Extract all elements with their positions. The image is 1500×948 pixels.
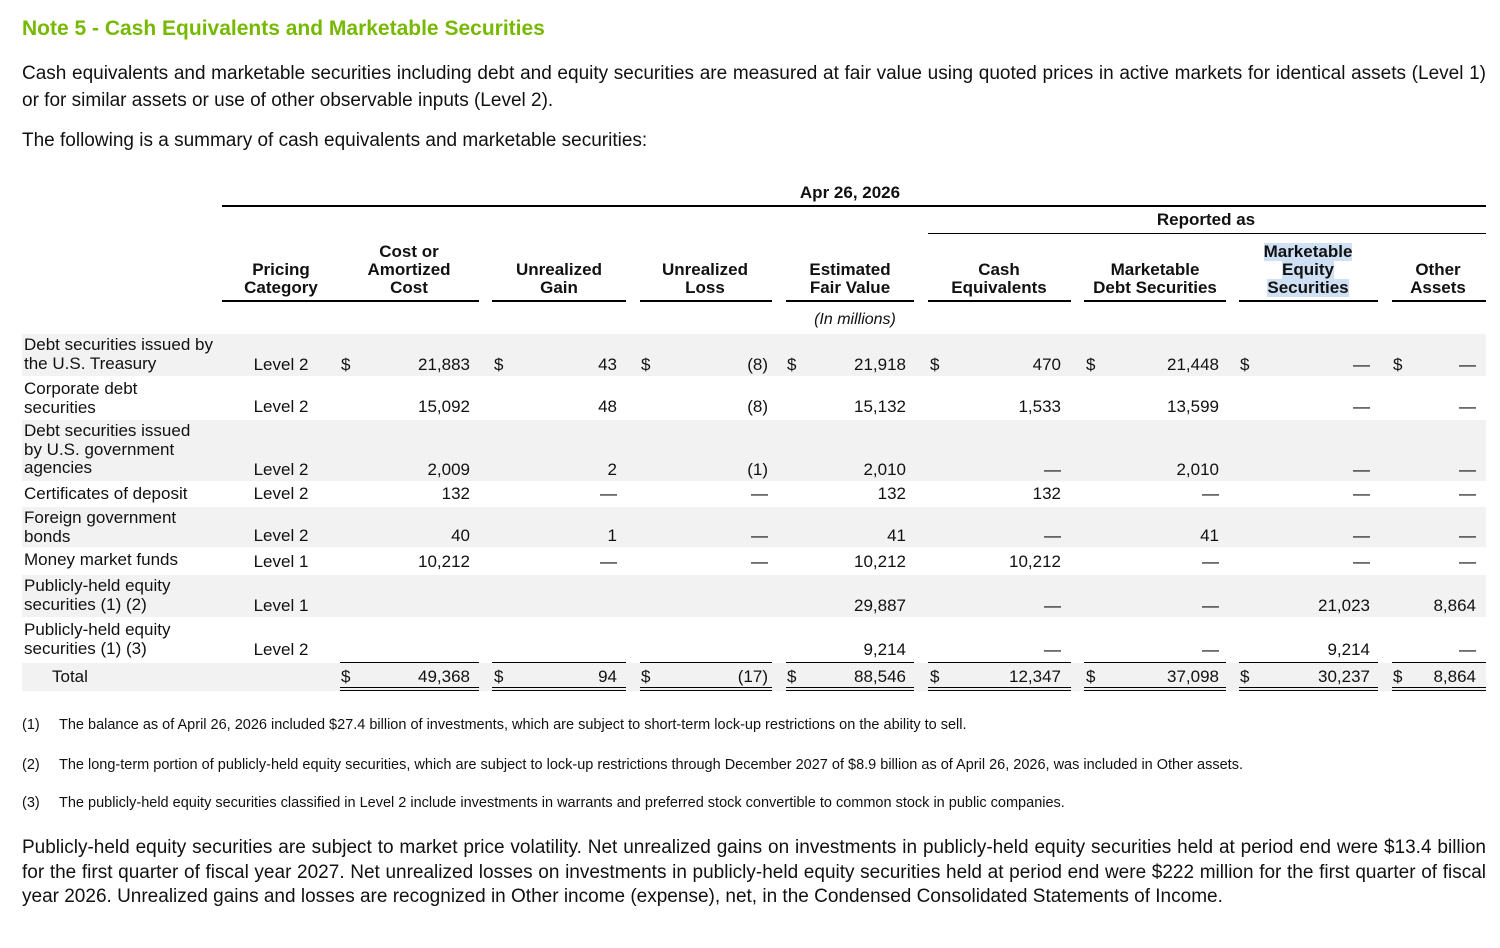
row-value-cost: 40 — [451, 526, 470, 545]
column-header-line: Loss — [685, 278, 725, 297]
row-value-fair: 29,887 — [854, 596, 906, 615]
column-header-line: Amortized — [367, 260, 451, 279]
total-top-rule — [1239, 662, 1378, 663]
row-value-gain: — — [600, 552, 617, 571]
row-value-cash: 132 — [1032, 484, 1061, 503]
total-top-rule — [1392, 662, 1486, 663]
row-value-gain: 43 — [598, 355, 617, 374]
column-header-line: Equivalents — [951, 278, 1047, 297]
column-header-line: Fair Value — [809, 278, 891, 297]
row-value-cash: — — [1044, 596, 1061, 615]
row-pricing: Level 2 — [253, 526, 309, 545]
row-label: Publicly-held equity securities (1) (3) — [24, 620, 171, 658]
footnote — [22, 757, 1243, 773]
row-value-gain: — — [600, 484, 617, 503]
column-header-line: Marketable — [1110, 260, 1200, 279]
row-value-equity: — — [1353, 355, 1370, 374]
row-value-gain: 2 — [607, 460, 617, 479]
total-value-loss: (17) — [737, 667, 768, 686]
total-double-rule — [1392, 690, 1486, 691]
column-header-line: Assets — [1410, 278, 1466, 297]
row-value-other: — — [1459, 484, 1476, 503]
row-pricing: Level 1 — [253, 552, 309, 571]
total-double-rule — [340, 687, 479, 688]
row-value-cash: — — [1044, 640, 1061, 659]
row-value-cost: 132 — [441, 484, 470, 503]
footnote — [22, 795, 1065, 811]
row-value-equity: — — [1353, 526, 1370, 545]
column-header-line: Cost — [390, 278, 428, 297]
row-value-loss: — — [751, 484, 768, 503]
total-double-rule — [1084, 687, 1226, 688]
row-value-other: — — [1459, 397, 1476, 416]
footnote-number: (2) — [22, 757, 40, 773]
row-label: Money market funds — [24, 550, 179, 569]
row-value-cost: 15,092 — [418, 397, 470, 416]
row-value-cash: 1,533 — [1018, 397, 1061, 416]
row-value-debt: — — [1202, 640, 1219, 659]
currency-symbol: $ — [641, 355, 651, 374]
column-header-cash — [909, 261, 1089, 297]
currency-symbol: $ — [1393, 355, 1403, 374]
currency-symbol: $ — [1393, 667, 1403, 686]
row-value-debt: 2,010 — [1176, 460, 1219, 479]
currency-symbol: $ — [341, 355, 351, 374]
row-value-equity: — — [1353, 397, 1370, 416]
row-value-other: 8,864 — [1433, 596, 1476, 615]
footnote-text: The long-term portion of publicly-held equity securities, which are subject to lock-up restrictions through December 2027 of $8.9 billion as of April 26, 2026, was included in Other assets. — [59, 757, 1243, 773]
total-top-rule — [340, 662, 479, 663]
currency-symbol: $ — [787, 355, 797, 374]
currency-symbol: $ — [1086, 667, 1096, 686]
row-value-other: — — [1459, 460, 1476, 479]
currency-symbol: $ — [930, 355, 940, 374]
row-value-debt: — — [1202, 484, 1219, 503]
row-value-loss: (8) — [747, 355, 768, 374]
column-header-line: Cost or — [379, 242, 439, 261]
total-value-fair: 88,546 — [854, 667, 906, 686]
total-double-rule — [1239, 687, 1378, 688]
column-header-line: Pricing — [252, 260, 310, 279]
row-value-equity: 9,214 — [1327, 640, 1370, 659]
column-header-line: Marketable — [1263, 242, 1353, 261]
currency-symbol: $ — [1240, 355, 1250, 374]
currency-symbol: $ — [641, 667, 651, 686]
currency-symbol: $ — [1240, 667, 1250, 686]
total-double-rule — [640, 687, 772, 688]
total-label: Total — [52, 667, 88, 686]
row-value-cash: 470 — [1032, 355, 1061, 374]
row-value-debt: 13,599 — [1167, 397, 1219, 416]
row-value-loss: (8) — [747, 397, 768, 416]
row-label: Debt securities issued by U.S. government agencies — [24, 421, 191, 477]
column-header-line: Debt Securities — [1093, 278, 1217, 297]
row-pricing: Level 2 — [253, 355, 309, 374]
row-pricing: Level 2 — [253, 460, 309, 479]
column-header-rule — [492, 300, 626, 302]
total-double-rule — [1392, 687, 1486, 688]
column-header-line: Securities — [1267, 278, 1349, 297]
row-label: Certificates of deposit — [24, 484, 188, 503]
row-value-cost: 21,883 — [418, 355, 470, 374]
row-value-fair: 41 — [887, 526, 906, 545]
row-value-fair: 2,010 — [863, 460, 906, 479]
date-header-rule — [222, 205, 1486, 207]
column-header-line: Gain — [540, 278, 578, 297]
row-label: Foreign government bonds — [24, 508, 177, 546]
footnote — [22, 717, 967, 733]
units-label: (In millions) — [814, 311, 896, 328]
column-header-line: Category — [244, 278, 318, 297]
total-double-rule — [928, 690, 1071, 691]
row-value-cash: — — [1044, 460, 1061, 479]
total-top-rule — [640, 662, 772, 663]
row-value-fair: 10,212 — [854, 552, 906, 571]
row-value-loss: (1) — [747, 460, 768, 479]
column-header-rule — [786, 300, 914, 302]
total-double-rule — [340, 690, 479, 691]
row-value-other: — — [1459, 526, 1476, 545]
row-label: Publicly-held equity securities (1) (2) — [24, 576, 171, 614]
row-value-equity: — — [1353, 484, 1370, 503]
row-value-cost: 10,212 — [418, 552, 470, 571]
total-top-rule — [492, 662, 626, 663]
footnote-text: The publicly-held equity securities classified in Level 2 include investments in warrants and preferred stock convertible to common stock in public companies. — [59, 795, 1065, 811]
date-header: Apr 26, 2026 — [799, 183, 901, 202]
currency-symbol: $ — [341, 667, 351, 686]
row-value-fair: 132 — [877, 484, 906, 503]
total-value-gain: 94 — [598, 667, 617, 686]
total-double-rule — [1084, 690, 1226, 691]
row-value-debt: — — [1202, 596, 1219, 615]
total-double-rule — [786, 687, 914, 688]
currency-symbol: $ — [930, 667, 940, 686]
footnote-text: The balance as of April 26, 2026 included $27.4 billion of investments, which are subject to short-term lock-up restrictions on the ability to sell. — [59, 717, 967, 733]
row-pricing: Level 2 — [253, 397, 309, 416]
total-double-rule — [640, 690, 772, 691]
column-header-rule — [1084, 300, 1226, 302]
row-value-debt: — — [1202, 552, 1219, 571]
row-value-fair: 21,918 — [854, 355, 906, 374]
reported-as-rule — [928, 233, 1486, 234]
closing-paragraph: Publicly-held equity securities are subject to market price volatility. Net unrealized gains on investments in publicly-held equity securities held at period end were $13.4 billion for the first quarter of fiscal year 2027. Net unrealized losses on investments in publicly-held equity securities held at period end were $222 million for the first quarter of fiscal year 2026. Unrealized gains and losses are recognized in Other income (expense), net, in the Condensed Consolidated Statements of Income. — [22, 837, 1486, 907]
column-header-rule — [222, 300, 340, 302]
row-value-gain: 48 — [598, 397, 617, 416]
total-double-rule — [928, 687, 1071, 688]
total-value-debt: 37,098 — [1167, 667, 1219, 686]
total-double-rule — [492, 690, 626, 691]
footnote-number: (1) — [22, 717, 40, 733]
row-pricing: Level 1 — [253, 596, 309, 615]
row-value-fair: 15,132 — [854, 397, 906, 416]
row-pricing: Level 2 — [253, 640, 309, 659]
note-heading: Note 5 - Cash Equivalents and Marketable Securities — [22, 17, 545, 40]
row-pricing: Level 2 — [253, 484, 309, 503]
currency-symbol: $ — [787, 667, 797, 686]
row-value-cash: 10,212 — [1009, 552, 1061, 571]
total-double-rule — [492, 687, 626, 688]
column-header-other — [1348, 261, 1500, 297]
row-value-other: — — [1459, 640, 1476, 659]
column-header-rule — [1392, 300, 1486, 302]
total-value-equity: 30,237 — [1318, 667, 1370, 686]
currency-symbol: $ — [1086, 355, 1096, 374]
column-header-line: Estimated — [809, 260, 891, 279]
column-header-line: Unrealized — [662, 260, 748, 279]
reported-as-header: Reported as — [1156, 210, 1256, 229]
row-value-cost: 2,009 — [427, 460, 470, 479]
row-value-equity: — — [1353, 552, 1370, 571]
row-value-loss: — — [751, 552, 768, 571]
row-value-debt: 41 — [1200, 526, 1219, 545]
total-top-rule — [1084, 662, 1226, 663]
column-header-line: Equity — [1282, 260, 1334, 279]
summary-intro: The following is a summary of cash equivalents and marketable securities: — [22, 130, 648, 151]
row-value-cash: — — [1044, 526, 1061, 545]
footnote-number: (3) — [22, 795, 40, 811]
row-label: Debt securities issued by the U.S. Treasury — [24, 335, 213, 373]
row-value-equity: 21,023 — [1318, 596, 1370, 615]
row-value-gain: 1 — [607, 526, 617, 545]
column-header-rule — [928, 300, 1071, 302]
row-value-loss: — — [751, 526, 768, 545]
currency-symbol: $ — [494, 355, 504, 374]
row-value-debt: 21,448 — [1167, 355, 1219, 374]
row-label: Corporate debt securities — [24, 379, 138, 417]
column-header-rule — [640, 300, 772, 302]
total-value-cash: 12,347 — [1009, 667, 1061, 686]
row-value-other: — — [1459, 355, 1476, 374]
column-header-line: Unrealized — [516, 260, 602, 279]
total-double-rule — [786, 690, 914, 691]
column-header-line: Other — [1415, 260, 1461, 279]
row-value-equity: — — [1353, 460, 1370, 479]
column-header-line: Cash — [978, 260, 1020, 279]
row-value-fair: 9,214 — [863, 640, 906, 659]
total-value-other: 8,864 — [1433, 667, 1476, 686]
currency-symbol: $ — [494, 667, 504, 686]
total-top-rule — [786, 662, 914, 663]
column-header-rule — [1239, 300, 1378, 302]
row-value-other: — — [1459, 552, 1476, 571]
total-double-rule — [1239, 690, 1378, 691]
column-header-rule — [340, 300, 479, 302]
total-top-rule — [928, 662, 1071, 663]
total-value-cost: 49,368 — [418, 667, 470, 686]
intro-paragraph: Cash equivalents and marketable securities including debt and equity securities are measured at fair value using quoted prices in active markets for identical assets (Level 1) or for similar assets or use of other observable inputs (Level 2). — [22, 63, 1486, 111]
